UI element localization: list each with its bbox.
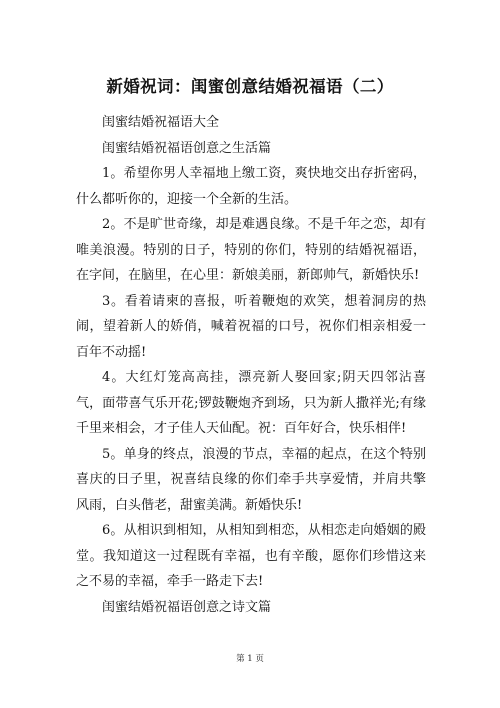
section-heading: 闺蜜结婚祝福语大全 xyxy=(102,115,220,130)
paragraph: 4。大红灯笼高高挂，漂亮新人娶回家;阴天四邻沾喜气，面带喜气乐开花;锣鼓鞭炮齐到场，只为新人撒祥光;有缘千里来相会，才子佳人天仙配。祝：百年好合，快乐相伴! xyxy=(76,370,426,436)
document-body xyxy=(76,110,426,620)
section-heading: 闺蜜结婚祝福语创意之诗文篇 xyxy=(102,599,272,615)
document-title: 新婚祝词：闺蜜创意结婚祝福语（二） xyxy=(106,77,394,96)
paragraph: 3。看着请柬的喜报，听着鞭炮的欢笑，想着洞房的热闹，望着新人的娇俏，喊着祝福的口号，祝你们相亲相爱一百年不动摇! xyxy=(76,293,426,360)
section-heading: 闺蜜结婚祝福语创意之生活篇 xyxy=(102,140,272,156)
paragraph: 2。不是旷世奇缘，却是难遇良缘。不是千年之恋，却有唯美浪漫。特别的日子，特别的你们，特别的结婚祝福语，在字间，在脑里，在心里：新娘美丽，新郎帅气，新婚快乐! xyxy=(76,217,426,283)
paragraph: 6。从相识到相知，从相知到相恋，从相恋走向婚姻的殿堂。我知道这一过程既有幸福，也有辛酸，愿你们珍惜这来之不易的幸福，牵手一路走下去! xyxy=(76,523,426,589)
page-number: 第 1 页 xyxy=(236,654,264,664)
paragraph: 1。希望你男人幸福地上缴工资，爽快地交出存折密码，什么都听你的，迎接一个全新的生活。 xyxy=(76,166,426,207)
paragraph: 5。单身的终点，浪漫的节点，幸福的起点，在这个特别喜庆的日子里，祝喜结良缘的你们牵手共享爱情，并肩共擎风雨，白头偕老，甜蜜美满。新婚快乐! xyxy=(76,446,426,513)
